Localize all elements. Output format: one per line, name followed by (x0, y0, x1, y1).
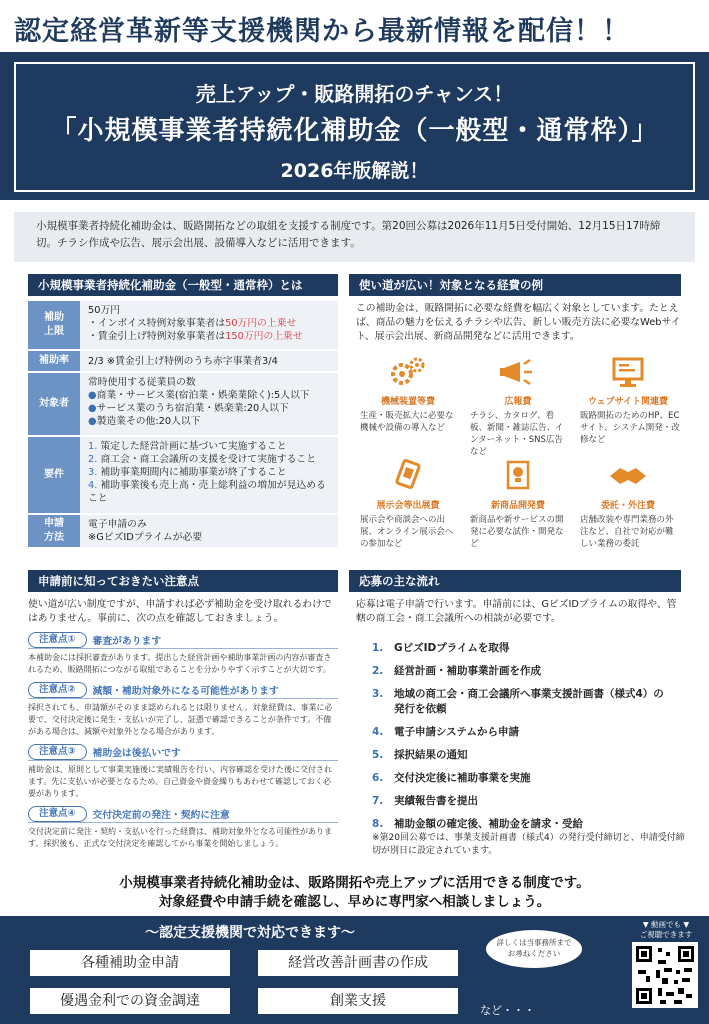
flow-step: 1. GビズIDプライムを取得 (372, 642, 510, 654)
caution-pill: 注意点④ (28, 806, 87, 822)
speech-bubble: 詳しくは当事務所まで お尋ねください (486, 930, 582, 968)
expense-title: 展示会等出展費 (376, 501, 440, 511)
conclusion-line: 対象経費や申請手続を確認し、早めに専門家へ相談しましょう。 (158, 894, 551, 910)
service-button[interactable]: 経営改善計画書の作成 (258, 950, 458, 976)
expense-item (466, 456, 570, 550)
etc-text: など・・・ (480, 1004, 535, 1017)
caution-pill: 注意点② (28, 682, 87, 698)
value-line: 電子申請のみ (88, 519, 147, 530)
expense-desc: 販路開拓のためのHP、ECサイト、システム開発・改修など (580, 411, 680, 445)
row-value (80, 437, 338, 513)
expense-desc: チラシ、カタログ、看板、新聞・雑誌広告、インターネット・SNS広告など (470, 411, 564, 457)
service-button[interactable]: 優遇金利での資金調達 (30, 988, 230, 1014)
table-row (28, 515, 338, 549)
qr-code-icon[interactable] (632, 942, 698, 1008)
footer-title: ～認定支援機関で対応できます～ (145, 925, 355, 941)
expense-title: 新商品開発費 (490, 501, 545, 511)
gears-icon (356, 352, 460, 392)
expense-title: 委託・外注費 (600, 501, 655, 511)
hero-line-2: 「小規模事業者持続化補助金（一般型・通常枠）」 (50, 116, 659, 146)
uses-heading: 使い道が広い！対象となる経費の例 (349, 274, 681, 296)
expense-item (356, 352, 460, 434)
caution-body: 本補助金には採択審査があります。提出した経営計画や補助事業計画の内容が審査されるため、販路開拓につながる取組であることを分かりやすく示すことが大切です。 (28, 653, 332, 674)
value-line: ※GビズIDプライムが必要 (88, 532, 203, 543)
table-row (28, 301, 338, 351)
flow-steps (372, 641, 692, 840)
row-key: 補助率 (28, 351, 80, 371)
caution-title: 交付決定前の発注・契約に注意 (92, 810, 230, 821)
row-key: 補助 上限 (28, 301, 80, 349)
expense-title: 広報費 (504, 397, 532, 407)
caution-pill: 注意点③ (28, 744, 87, 760)
row-value (80, 373, 338, 435)
megaphone-icon (466, 352, 570, 392)
caution-item (28, 632, 338, 676)
hero-frame (14, 62, 695, 192)
caution-title: 審査があります (92, 636, 162, 647)
uses-text: この補助金は、販路開拓に必要な経費を幅広く対象としています。たとえば、商品の魅力を伝えるチラシや広告、新しい販売方法に必要なWebサイト、展示会出展、新商品開発などに活用できます。 (356, 303, 681, 342)
value-line: ●サービス業のうち宿泊業・娯楽業:20人以下 (88, 403, 289, 414)
caution-pill: 注意点① (28, 632, 87, 648)
expense-desc: 生産・販売拡大に必要な機械や設備の導入など (360, 411, 454, 433)
caution-body: 交付決定前に発注・契約・支払いを行った経費は、補助対象外となる可能性があります。採択後も、正式な交付決定を確認してから事業を開始しましょう。 (28, 827, 332, 848)
expense-title: 機械装置等費 (380, 397, 435, 407)
expense-desc: 展示会や商談会への出展、オンライン展示会への参加など (360, 515, 454, 549)
lightbulb-icon (466, 456, 570, 496)
conclusion (0, 874, 709, 912)
expense-item (576, 352, 680, 446)
row-key: 申請 方法 (28, 515, 80, 547)
expense-title: ウェブサイト関連費 (587, 397, 668, 407)
handshake-icon (576, 456, 680, 496)
flow-step: 4. 電子申請システムから申請 (372, 726, 519, 738)
value-line: ●製造業その他:20人以下 (88, 416, 201, 427)
hero-banner (0, 52, 709, 200)
caution-item (28, 682, 338, 738)
expense-desc: 新商品や新サービスの開発に必要な試作・開発など (470, 515, 564, 549)
flow-step: 8. 補助金額の確定後、補助金を請求・受給 (372, 818, 583, 830)
service-button[interactable]: 各種補助金申請 (30, 950, 230, 976)
flow-note: ※第20回公募では、事業支援計画書（様式4）の発行受付締切と、申請受付締切が別日に設定されています。 (372, 833, 685, 856)
value-line: 4. 補助事業後も売上高・売上総利益の増加が見込めること (88, 480, 326, 504)
qr-label: ▼ 動画でも ▼ ご視聴できます (639, 920, 693, 939)
caution-title: 補助金は後払いです (92, 748, 181, 759)
expense-item (356, 456, 460, 550)
caution-item (28, 806, 338, 850)
flow-step: 5. 採択結果の通知 (372, 749, 468, 761)
caution-section (28, 598, 338, 850)
value-line: 50万円 (88, 305, 121, 316)
top-banner (0, 0, 709, 52)
expense-item (466, 352, 570, 458)
row-value: 2/3 ※賃金引上げ特例のうち赤字事業者3/4 (80, 351, 338, 371)
table-row (28, 351, 338, 373)
value-line: ・インボイス特例対象事業者は50万円の上乗せ (88, 318, 297, 329)
caution-body: 採択されても、申請額がそのまま認められるとは限りません。対象経費は、事業に必要で、交付決定後に発生・支払いが完了し、証憑で確認できることが条件です。不備がある場合は、減額や対象外となる場合があります。 (28, 703, 333, 736)
conclusion-line: 小規模事業者持続化補助金は、販路開拓や売上アップに活用できる制度です。 (119, 875, 590, 891)
top-title: 認定経営革新等支援機関から最新情報を配信！！ (14, 16, 630, 47)
caution-body: 補助金は、原則として事業実施後に実績報告を行い、内容確認を受けた後に交付されます。先に支払いが必要となるため、自己資金や資金繰りもあわせて確認しておく必要があります。 (28, 765, 332, 798)
caution-title: 減額・補助対象外になる可能性があります (92, 686, 279, 697)
value-line: 3. 補助事業期間内に補助事業が終了すること (88, 467, 287, 478)
value-line: 1. 策定した経営計画に基づいて実施すること (88, 441, 287, 452)
expense-item (576, 456, 680, 550)
hero-line-3: 2026年版解説！ (280, 160, 429, 182)
value-line: ●商業・サービス業(宿泊業・娯楽業除く):5人以下 (88, 390, 310, 401)
expense-desc: 店舗改装や専門業務の外注など、自社で対応が難しい業務の委託 (580, 515, 674, 549)
flow-step: 6. 交付決定後に補助事業を実施 (372, 772, 531, 784)
monitor-icon (576, 352, 680, 392)
flow-lead: 応募は電子申請で行います。申請前には、GビズIDプライムの取得や、管轄の商工会・商工会議所への相談が必要です。 (356, 599, 677, 624)
flow-step: 2. 経営計画・補助事業計画を作成 (372, 665, 541, 677)
hero-line-1: 売上アップ・販路開拓のチャンス！ (195, 82, 514, 106)
flow-heading: 応募の主な流れ (349, 570, 681, 592)
value-line: ・賃金引上げ特例対象事業者は150万円の上乗せ (88, 331, 303, 342)
overview-table (28, 301, 338, 549)
row-value (80, 515, 338, 547)
caution-item (28, 744, 338, 800)
flow-step: 7. 実績報告書を提出 (372, 795, 478, 807)
value-line: 2. 商工会・商工会議所の支援を受けて実施すること (88, 454, 316, 465)
row-value (80, 301, 338, 349)
footer-banner (0, 916, 709, 1024)
caution-heading: 申請前に知っておきたい注意点 (28, 570, 338, 592)
intro-box: 小規模事業者持続化補助金は、販路開拓などの取組を支援する制度です。第20回公募は2026年11月5日受付開始、12月15日17時締切。チラシ作成や広告、展示会出展、設備導入などに活用できます。 (14, 212, 695, 262)
row-key: 対象者 (28, 373, 80, 435)
service-button[interactable]: 創業支援 (258, 988, 458, 1014)
value-line: 常時使用する従業員の数 (88, 377, 196, 388)
flow-step: 3. 地域の商工会・商工会議所へ事業支援計画書（様式4）の発行を依頼 (372, 688, 664, 715)
overview-heading: 小規模事業者持続化補助金（一般型・通常枠）とは (28, 274, 338, 296)
booth-icon (356, 456, 460, 496)
row-key: 要件 (28, 437, 80, 513)
table-row (28, 373, 338, 437)
caution-lead: 使い道が広い制度ですが、申請すれば必ず補助金を受け取れるわけではありません。事前に、次の点を確認しておきましょう。 (28, 599, 332, 624)
table-row (28, 437, 338, 515)
